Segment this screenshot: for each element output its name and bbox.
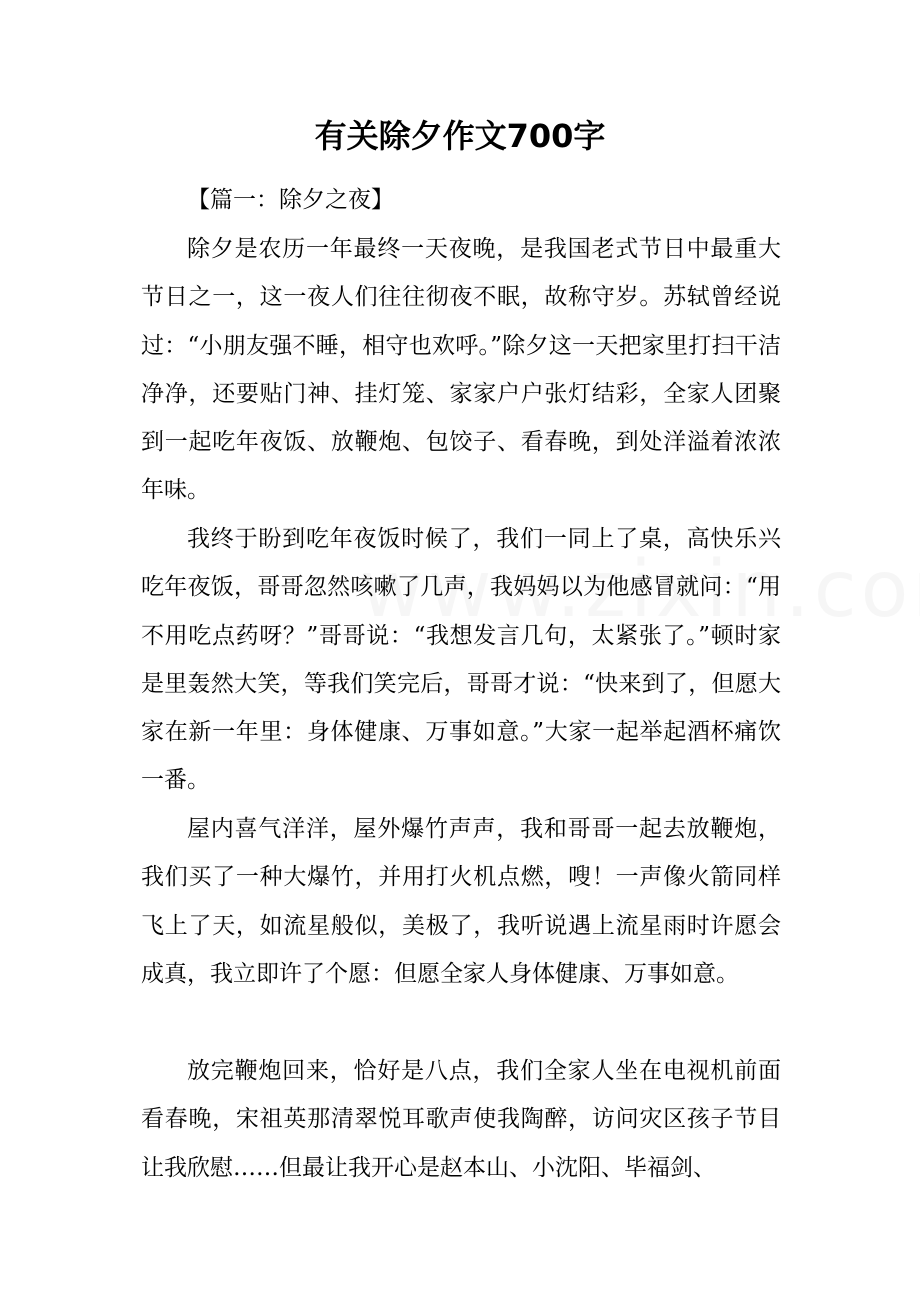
paragraph: 屋内喜气洋洋，屋外爆竹声声，我和哥哥一起去放鞭炮，我们买了一种大爆竹，并用打火机点燃，嗖！一声像火箭同样飞上了天，如流星般似，美极了，我听说遇上流星雨时许愿会成真，我立即许了个愿：但愿全家人身体健康、万事如意。 <box>141 816 781 987</box>
paragraph: 放完鞭炮回来，恰好是八点，我们全家人坐在电视机前面看春晚，宋祖英那清翠悦耳歌声使我陶醉，访问灾区孩子节目让我欣慰……但最让我开心是赵本山、小沈阳、毕福剑、 <box>141 1058 781 1181</box>
paragraph: 除夕是农历一年最终一天夜晚，是我国老式节日中最重大节日之一，这一夜人们往往彻夜不眠，故称守岁。苏轼曾经说过：“小朋友强不睡，相守也欢呼。”除夕这一天把家里打扫干洁净净，还要贴门神、挂灯笼、家家户户张灯结彩，全家人团聚到一起吃年夜饭、放鞭炮、包饺子、看春晚，到处洋溢着浓浓年味。 <box>141 236 781 504</box>
section-heading: 【篇一：除夕之夜】 <box>187 187 394 213</box>
document-title: 有关除夕作文700字 <box>314 117 606 155</box>
paragraph: 我终于盼到吃年夜饭时候了，我们一同上了桌，高快乐兴吃年夜饭，哥哥忽然咳嗽了几声，我妈妈以为他感冒就问：“用不用吃点药呀？”哥哥说：“我想发言几句，太紧张了。”顿时家是里轰然大笑，等我们笑完后，哥哥才说：“快来到了，但愿大家在新一年里：身体健康、万事如意。”大家一起举起酒杯痛饮一番。 <box>141 526 781 794</box>
